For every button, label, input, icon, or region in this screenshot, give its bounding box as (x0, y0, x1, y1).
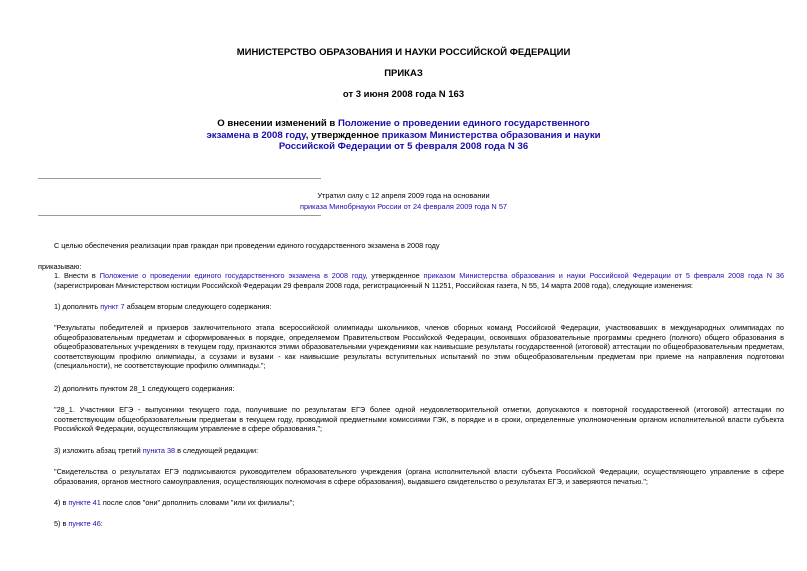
subitem-1-pre: 1) дополнить (54, 302, 101, 311)
subitem-1-link[interactable]: пункт 7 (100, 302, 125, 311)
quote-3: "Свидетельства о результатах ЕГЭ подписываются руководителем образовательного учреждения (органа исполнительной власти субъекта Российской Федерации, осуществляющего управление в сфере образования, органов местного самоуправления, осуществляющих полномочия в сфере образования), выдавшего свидетельство о результатах ЕГЭ, и заверяются печатью."; (54, 467, 784, 486)
subitem-3-post: в следующей редакции: (175, 446, 259, 455)
title-middle: , утвержденное (305, 129, 382, 141)
subitem-4 (38, 498, 784, 508)
document-title (200, 118, 607, 153)
item-1-link-regulation[interactable]: Положение о проведении единого государственного экзамена в 2008 году (99, 271, 366, 280)
subitem-4-link[interactable]: пункте 41 (68, 498, 101, 507)
item-1-post: (зарегистрирован Министерством юстиции Российской Федерации 29 февраля 2008 года, регистрационный N 11251, Российская газета, N 55, 14 марта 2008 года), следующие изменения: (54, 280, 693, 290)
item-1-pre: 1. Внести в (54, 271, 100, 280)
divider-top (38, 178, 321, 179)
subitem-4-post: после слов "они" дополнить словами "или их филиалы"; (100, 498, 295, 507)
subitem-5-pre: 5) в (54, 519, 69, 528)
item-1-link-order[interactable]: приказом Министерства образования и науки Российской Федерации от 5 февраля 2008 года N 36 (423, 271, 785, 280)
status-note-text: Утратил силу с 12 апреля 2009 года на основании (317, 191, 490, 200)
status-note-link[interactable]: приказа Минобрнауки России от 24 февраля 2009 года N 57 (299, 202, 508, 211)
quote-2: "28_1. Участники ЕГЭ - выпускники текущего года, получившие по результатам ЕГЭ более одной неудовлетворительной отметки, допускаются к повторной государственной (итоговой) аттестации по соответствующим общеобразовательным предметам в текущем году, проводимой предметными комиссиями ГЭК, в порядке и в сроки, определенные уполномоченным органом исполнительной власти субъекта Российской Федерации, осуществляющим управление в сфере образования."; (54, 405, 784, 433)
document-type: ПРИКАЗ (384, 68, 423, 79)
divider-bottom (38, 215, 321, 216)
subitem-2: 2) дополнить пунктом 28_1 следующего содержания: (54, 384, 235, 393)
subitem-1-post: абзацем вторым следующего содержания: (124, 302, 272, 311)
order-word: приказываю: (38, 262, 82, 271)
title-link-regulation[interactable]: Положение о проведении единого государственного экзамена в 2008 году (206, 118, 590, 141)
subitem-4-pre: 4) в (54, 498, 69, 507)
item-1 (38, 271, 784, 290)
subitem-1 (38, 302, 784, 312)
subitem-5-link[interactable]: пункте 46 (68, 519, 101, 528)
subitem-3 (38, 446, 784, 456)
subitem-3-link[interactable]: пункта 38 (142, 446, 176, 455)
status-note (200, 190, 607, 212)
subitem-5-post: : (100, 519, 103, 528)
item-1-mid: , утвержденное (365, 271, 424, 280)
quote-1: "Результаты победителей и призеров заключительного этапа всероссийской олимпиады школьников, членов сборных команд Российской Федерации, участвовавших в международных олимпиадах по общеобразовательным предметам и сформированных в порядке, определяемом Правительством Российской Федерации, освоивших образовательные программы среднего (полного) общего образования в общеобразовательных учреждениях в текущем году, признаются этими образовательными учреждениями как наивысшие результаты государственной (итоговой) аттестации по общеобразовательным предметам, соответствующим профилю олимпиады, а ссузами и вузами - как наивысшие результаты вступительных испытаний по этим общеобразовательным предметам при приеме на направления подготовки (специальности), не соответствующие профилю олимпиады."; (54, 323, 784, 370)
subitem-3-pre: 3) изложить абзац третий (54, 446, 143, 455)
intro-paragraph: С целью обеспечения реализации прав граждан при проведении единого государственного экзамена в 2008 году (54, 241, 440, 250)
title-prefix: О внесении изменений в (217, 118, 338, 129)
subitem-5 (38, 519, 784, 529)
ministry-heading: МИНИСТЕРСТВО ОБРАЗОВАНИЯ И НАУКИ РОССИЙСКОЙ ФЕДЕРАЦИИ (236, 47, 571, 58)
title-link-order[interactable]: приказом Министерства образования и науки Российской Федерации от 5 февраля 2008 года N 36 (278, 129, 601, 152)
document-date-number: от 3 июня 2008 года N 163 (342, 89, 465, 100)
